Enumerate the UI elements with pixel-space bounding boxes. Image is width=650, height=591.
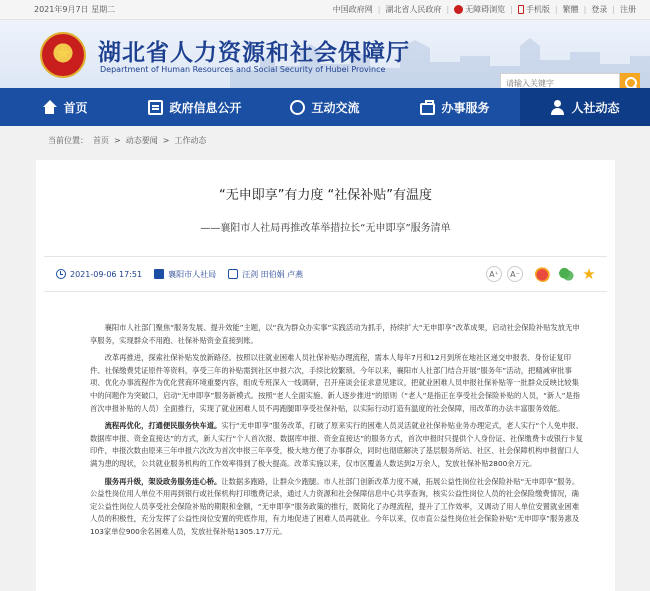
accessibility-icon (454, 5, 463, 14)
link-accessibility[interactable]: 无障碍浏览 (454, 4, 505, 15)
home-icon (42, 100, 57, 115)
breadcrumb-prefix: 当前位置： (48, 135, 88, 145)
article-authors: 汪剑 田伯娟 卢燕 (228, 269, 303, 280)
nav-hrss-news[interactable]: 人社动态 (520, 88, 650, 126)
breadcrumb-home[interactable]: 首页 (93, 135, 109, 145)
main-nav (0, 88, 650, 126)
clock-icon (56, 269, 66, 279)
share-buttons (535, 266, 597, 282)
person-icon (550, 100, 565, 115)
top-bar (0, 0, 650, 20)
article-container (36, 160, 615, 591)
nav-gov-info[interactable]: 政府信息公开 (130, 88, 260, 126)
font-decrease-button[interactable]: A⁻ (507, 266, 523, 282)
nav-interaction[interactable]: 互动交流 (260, 88, 390, 126)
article-body (90, 322, 585, 544)
national-emblem-icon[interactable] (40, 32, 86, 78)
publish-date: 2021-09-06 17:51 (56, 269, 142, 279)
favorite-star-icon[interactable]: ★ (582, 265, 596, 283)
article-meta (44, 256, 607, 292)
briefcase-icon (420, 103, 435, 115)
breadcrumb-work-news[interactable]: 工作动态 (174, 135, 207, 145)
search-box (500, 73, 640, 88)
search-button[interactable] (620, 73, 640, 88)
link-gov-cn[interactable]: 中国政府网 (332, 5, 373, 14)
document-icon (148, 100, 163, 115)
top-links: 中国政府网 | 湖北省人民政府 | 无障碍浏览 | 手机版 | 繁體 | 登录 | 注册 (332, 5, 636, 14)
link-mobile[interactable]: 手机版 (518, 4, 550, 15)
article-source: 襄阳市人社局 (154, 269, 216, 280)
site-subtitle: Department of Human Resources and Social Security of Hubei Province (100, 65, 386, 74)
site-title[interactable]: 湖北省人力资源和社会保障厅 (98, 39, 410, 66)
article-paragraph: 改革再推进，探索社保补贴发放新路径。按照以往就业困难人员社保补贴办理流程，需本人每年7月和12月到所在地社区递交申报表、身份证复印件、社保缴费凭证原件等资料，享受三年的补贴需到社区申报六次，手续比较繁琐。今年以来，襄阳市人社部门结合开展“服务年”活动，把精减审批事项、优化办事流程作为优化营商环境重要内容，组成专班深入一线调研，召开座谈会征求意见建议，把就业困难人员申报社保补贴等一批群众反映比较集中的问题作为突破口，启动“无申即享”服务新模式。按照“老人全面实施、新人逐步推进”的原则（“老人”是指正在享受社会保险补贴的人员，“新人”是指首次申报补贴的人员）全面推行，实现了就业困难人员不再跑腿即享受社保补贴，以实际行动打造有温度的社会保障，用改革的办法丰富服务效能。 (90, 353, 580, 413)
article-paragraph: 服务再升级，架设政务服务连心桥。让数据多跑路，让群众少跑腿。市人社部门创新改革力度不减，拓展公益性岗位社会保险补贴“无申即享”服务。公益性岗位用人单位不用再到银行或社保机构打印缴费记录，通过人力资源和社会保障信息中心共享查询，核实公益性岗位人员的社会保险缴费情况，确定公益性岗位人员享受社会保险补贴的期限和金额，“无申即享”服务政策的推行，既简化了办理流程，提升了工作效率，又调动了用人单位安置就业困难人员的积极性，充分发挥了公益性岗位安置的兜底作用，有力地促进了困难人员再就业。今年以来，仅市直公益性岗位社会保险补贴“无申即享”服务惠及103家单位900余名困难人员，发放社保补贴1305.17万元。 (90, 476, 580, 536)
wechat-icon[interactable] (558, 266, 574, 282)
article-subtitle: ——襄阳市人社局再推改革举措拉长“无申即享”服务清单 (200, 223, 451, 234)
current-date: 2021年9月7日 星期二 (34, 5, 116, 14)
nav-services[interactable]: 办事服务 (390, 88, 520, 126)
nav-home[interactable]: 首页 (0, 88, 130, 126)
link-register[interactable]: 注册 (620, 5, 636, 14)
font-size-controls (486, 266, 523, 282)
building-icon (154, 269, 164, 279)
pen-icon (228, 269, 238, 279)
phone-icon (518, 5, 524, 14)
site-header (0, 20, 650, 88)
link-hubei-gov[interactable]: 湖北省人民政府 (385, 5, 442, 14)
weibo-icon[interactable] (535, 266, 551, 282)
chat-icon (290, 100, 305, 115)
article-title: “无申即享”有力度 “社保补贴”有温度 (218, 188, 433, 203)
font-increase-button[interactable]: A⁺ (486, 266, 502, 282)
link-login[interactable]: 登录 (591, 5, 608, 14)
link-traditional[interactable]: 繁體 (562, 5, 579, 14)
article-paragraph: 襄阳市人社部门聚焦“服务发展、提升效能”主题，以“我为群众办实事”实践活动为抓手，持续扩大“无申即享”改革成果，启动社会保险补贴发放无申享服务，实现群众不用跑、社保补贴资金直接到账。 (90, 323, 580, 345)
breadcrumb-news[interactable]: 动态要闻 (125, 135, 158, 145)
breadcrumb: 当前位置： 首页 > 动态要闻 > 工作动态 (48, 135, 207, 145)
article-paragraph: 流程再优化，打通便民服务快车道。实行“无申即享”服务改革，打破了原来实行的困难人员灵活就业社保补贴业务办理定式，老人实行“个人免申报、数据库申报、资金直接达”的方式，新人实行“个人首次报、数据库申报、资金直接达”的服务方式，首次申报时只提供个人身份证、社保缴费卡或银行卡复印件，申报次数由原来三年申报六次改为首次申报三年享受，极大地方便了办事群众，同时也彻底解决了基层服务所站、社区、社会保障机构申报窗口人满为患的现状，公共就业服务机构的工作效率得到了极大提高。改革实施以来，仅市区覆盖人数达到2万余人，发放社保补贴2800余万元。 (90, 421, 583, 468)
search-input[interactable] (500, 73, 620, 88)
